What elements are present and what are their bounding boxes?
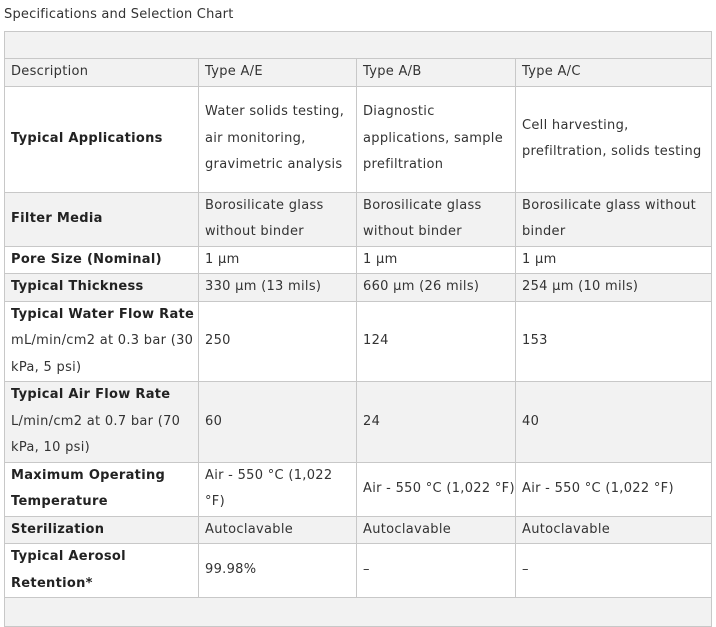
table-row [5, 86, 712, 192]
table-row [5, 246, 712, 274]
row-label: Typical Aerosol Retention* [11, 549, 126, 591]
row-label: Maximum Operating Temperature [11, 467, 166, 509]
value-cell: Cell harvesting, prefiltration, solids testing [516, 86, 712, 192]
table-row [5, 516, 712, 544]
table-caption: Specifications and Selection Chart [4, 7, 234, 22]
row-label: Typical Applications [11, 130, 163, 146]
value-cell: – [357, 544, 516, 598]
value-cell: Autoclavable [516, 516, 712, 544]
table-row [5, 462, 712, 516]
value-cell: 99.98% [199, 544, 357, 598]
value-cell: Air - 550 °C (1,022 °F) [516, 462, 712, 516]
row-label: Typical Thickness [11, 279, 144, 294]
row-label-cell [5, 516, 199, 544]
table-spacer-row-bottom [5, 598, 712, 627]
value-cell: 60 [199, 382, 357, 463]
value-cell: 250 [199, 301, 357, 382]
value-cell: 330 μm (13 mils) [199, 274, 357, 302]
value-cell: 153 [516, 301, 712, 382]
row-label-cell [5, 544, 199, 598]
table-row [5, 382, 712, 463]
row-label-cell [5, 382, 199, 463]
value-cell: Air - 550 °C (1,022 °F) [199, 462, 357, 516]
value-cell: Diagnostic applications, sample prefiltration [357, 86, 516, 192]
row-label: Filter Media [11, 210, 103, 226]
value-cell: Borosilicate glass without binder [357, 192, 516, 246]
value-cell: Borosilicate glass without binder [199, 192, 357, 246]
row-label: Typical Water Flow Rate [11, 306, 195, 322]
row-label: Pore Size (Nominal) [11, 251, 162, 267]
value-cell: Water solids testing, air monitoring, gravimetric analysis [199, 86, 357, 192]
spacer-cell [5, 598, 712, 627]
header-description: Description [5, 59, 199, 87]
row-label-cell [5, 462, 199, 516]
row-label-cell [5, 192, 199, 246]
table-row [5, 274, 712, 302]
table-row [5, 544, 712, 598]
value-cell: Air - 550 °C (1,022 °F) [357, 462, 516, 516]
value-cell: Borosilicate glass without binder [516, 192, 712, 246]
table-row [5, 192, 712, 246]
row-label: Sterilization [11, 521, 105, 537]
value-cell: 254 μm (10 mils) [516, 274, 712, 302]
row-label-cell [5, 301, 199, 382]
value-cell: Autoclavable [357, 516, 516, 544]
header-type-ae: Type A/E [199, 59, 357, 87]
value-cell: 1 μm [357, 246, 516, 274]
value-cell: – [516, 544, 712, 598]
value-cell: 124 [357, 301, 516, 382]
row-label-cell [5, 246, 199, 274]
table-row [5, 301, 712, 382]
header-type-ab: Type A/B [357, 59, 516, 87]
row-label-cell [5, 274, 199, 302]
spacer-cell [5, 32, 712, 59]
row-sublabel: L/min/cm2 at 0.7 bar (70 kPa, 10 psi) [11, 413, 181, 455]
specifications-table [4, 31, 712, 627]
table-header-row [5, 59, 712, 87]
row-label-cell [5, 86, 199, 192]
row-label: Typical Air Flow Rate [11, 387, 171, 402]
value-cell: 1 μm [199, 246, 357, 274]
value-cell: 660 μm (26 mils) [357, 274, 516, 302]
header-type-ac: Type A/C [516, 59, 712, 87]
value-cell: 24 [357, 382, 516, 463]
value-cell: Autoclavable [199, 516, 357, 544]
value-cell: 1 μm [516, 246, 712, 274]
table-spacer-row-top [5, 32, 712, 59]
row-sublabel: mL/min/cm2 at 0.3 bar (30 kPa, 5 psi) [11, 333, 194, 375]
value-cell: 40 [516, 382, 712, 463]
